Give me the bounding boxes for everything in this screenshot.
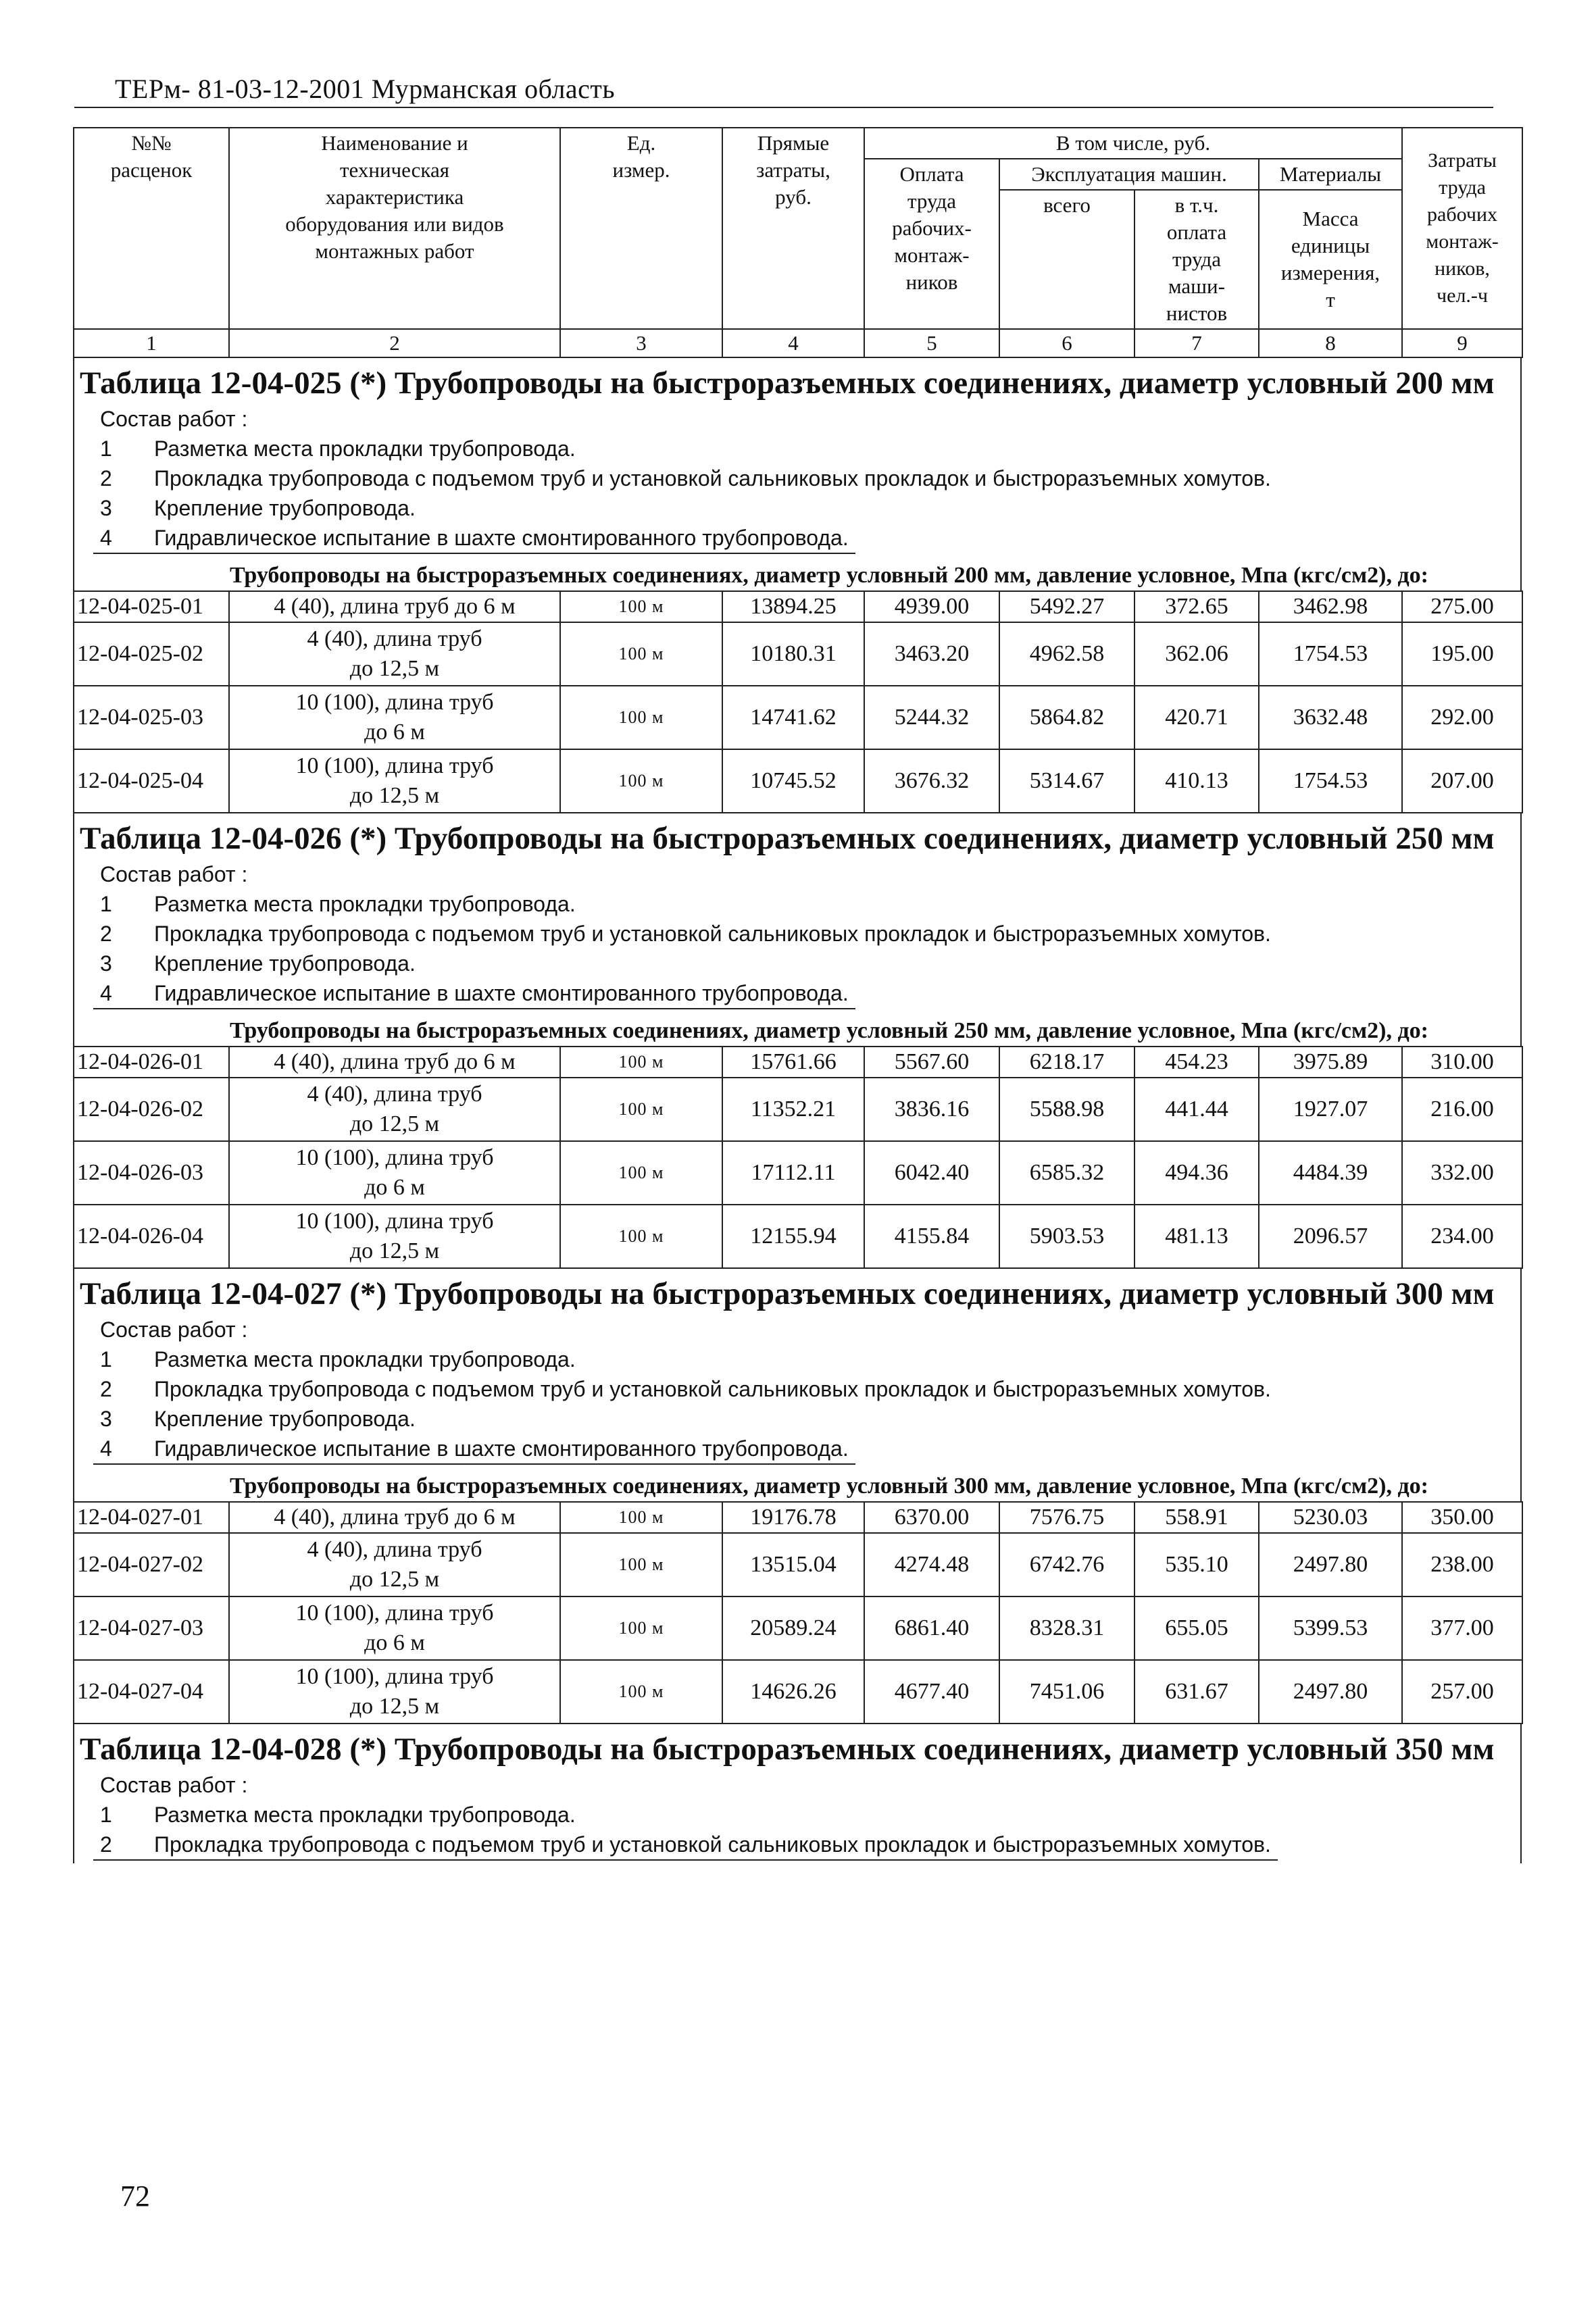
machines-total-cell: 7451.06	[999, 1660, 1134, 1724]
work-name-cell: 10 (100), длина труб до 6 м	[229, 686, 560, 749]
materials-cost-cell: 5399.53	[1259, 1596, 1402, 1660]
work-name-cell: 4 (40), длина труб до 6 м	[229, 591, 560, 622]
col-labor-header: Затраты труда рабочих монтаж- ников, чел.-ч	[1402, 128, 1522, 329]
work-text: Крепление трубопровода.	[154, 951, 416, 976]
works-label: Состав работ :	[100, 1773, 248, 1797]
work-number: 1	[100, 1347, 112, 1372]
price-table-section	[73, 358, 1522, 813]
col-machines-pay-header: в т.ч. оплата труда маши- нистов	[1134, 190, 1259, 329]
labor-hours-cell: 238.00	[1402, 1533, 1522, 1596]
work-number: 1	[100, 436, 112, 461]
direct-costs-cell: 15761.66	[722, 1047, 864, 1078]
work-item	[93, 523, 1520, 554]
col-machines-header: Эксплуатация машин.	[999, 159, 1259, 190]
col-code-header: №№ расценок	[74, 128, 229, 329]
document-header: ТЕРм- 81-03-12-2001 Мурманская область	[115, 74, 616, 104]
work-text: Разметка места прокладки трубопровода.	[154, 1347, 576, 1372]
machines-total-cell: 5864.82	[999, 686, 1134, 749]
unit-cell: 100 м	[560, 1533, 722, 1596]
table-row	[74, 686, 1522, 749]
machines-total-cell: 6218.17	[999, 1047, 1134, 1078]
machinists-pay-cell: 481.13	[1134, 1205, 1259, 1268]
work-item	[93, 1374, 1520, 1404]
rate-code-cell: 12-04-025-04	[74, 749, 229, 813]
machinists-pay-cell: 410.13	[1134, 749, 1259, 813]
machines-total-cell: 5314.67	[999, 749, 1134, 813]
direct-costs-cell: 12155.94	[722, 1205, 864, 1268]
works-label: Состав работ :	[100, 1317, 248, 1342]
materials-cost-cell: 2497.80	[1259, 1533, 1402, 1596]
work-number: 2	[100, 1832, 112, 1857]
direct-costs-cell: 11352.21	[722, 1078, 864, 1141]
work-text: Прокладка трубопровода с подъемом труб и установкой сальниковых прокладок и быстроразъемных хомутов.	[154, 466, 1271, 491]
unit-cell: 100 м	[560, 749, 722, 813]
table-title: Таблица 12-04-025 (*) Трубопроводы на быстроразъемных соединениях, диаметр условный 200 мм	[73, 358, 1522, 404]
work-number: 3	[100, 496, 112, 520]
direct-costs-cell: 10745.52	[722, 749, 864, 813]
table-title: Таблица 12-04-028 (*) Трубопроводы на быстроразъемных соединениях, диаметр условный 350 мм	[73, 1724, 1522, 1770]
labor-hours-cell: 216.00	[1402, 1078, 1522, 1141]
works-list	[73, 1770, 1522, 1863]
price-table-section	[73, 813, 1522, 1269]
machines-total-cell: 6585.32	[999, 1141, 1134, 1205]
work-item	[93, 1404, 1520, 1434]
table-row	[74, 1078, 1522, 1141]
table-row	[74, 1205, 1522, 1268]
machinists-pay-cell: 535.10	[1134, 1533, 1259, 1596]
work-text: Прокладка трубопровода с подъемом труб и установкой сальниковых прокладок и быстроразъемных хомутов.	[154, 1832, 1271, 1857]
table-subheading: Трубопроводы на быстроразъемных соединениях, диаметр условный 200 мм, давление условное, Мпа (кгс/см2), до:	[73, 557, 1522, 590]
labor-pay-cell: 6042.40	[864, 1141, 999, 1205]
work-item	[93, 1344, 1520, 1374]
work-name-cell: 4 (40), длина труб до 12,5 м	[229, 622, 560, 686]
unit-cell: 100 м	[560, 1141, 722, 1205]
work-text: Разметка места прокладки трубопровода.	[154, 892, 576, 916]
works-list	[73, 1315, 1522, 1467]
work-name-cell: 10 (100), длина труб до 6 м	[229, 1141, 560, 1205]
work-number: 1	[100, 892, 112, 916]
machinists-pay-cell: 454.23	[1134, 1047, 1259, 1078]
machinists-pay-cell: 362.06	[1134, 622, 1259, 686]
machinists-pay-cell: 372.65	[1134, 591, 1259, 622]
table-subheading: Трубопроводы на быстроразъемных соединениях, диаметр условный 300 мм, давление условное, Мпа (кгс/см2), до:	[73, 1467, 1522, 1501]
column-header-table	[73, 127, 1523, 358]
labor-hours-cell: 207.00	[1402, 749, 1522, 813]
table-row	[74, 591, 1522, 622]
page-number: 72	[120, 2180, 150, 2213]
labor-pay-cell: 3836.16	[864, 1078, 999, 1141]
machines-total-cell: 6742.76	[999, 1533, 1134, 1596]
work-number: 4	[100, 981, 112, 1005]
labor-pay-cell: 4939.00	[864, 591, 999, 622]
direct-costs-cell: 20589.24	[722, 1596, 864, 1660]
sections	[73, 358, 1522, 1863]
materials-cost-cell: 3632.48	[1259, 686, 1402, 749]
table-row	[74, 1596, 1522, 1660]
labor-hours-cell: 275.00	[1402, 591, 1522, 622]
machines-total-cell: 4962.58	[999, 622, 1134, 686]
col-number: 1	[74, 329, 229, 357]
col-number: 5	[864, 329, 999, 357]
col-number: 8	[1259, 329, 1402, 357]
unit-cell: 100 м	[560, 622, 722, 686]
price-table-section	[73, 1269, 1522, 1724]
header-rule	[74, 107, 1493, 108]
table-title: Таблица 12-04-026 (*) Трубопроводы на быстроразъемных соединениях, диаметр условный 250 мм	[73, 813, 1522, 859]
direct-costs-cell: 10180.31	[722, 622, 864, 686]
work-text: Разметка места прокладки трубопровода.	[154, 1803, 576, 1827]
work-text: Гидравлическое испытание в шахте смонтированного трубопровода.	[154, 981, 849, 1005]
work-text: Гидравлическое испытание в шахте смонтированного трубопровода.	[154, 526, 849, 550]
machinists-pay-cell: 494.36	[1134, 1141, 1259, 1205]
work-item	[93, 978, 1520, 1009]
table-row	[74, 1502, 1522, 1533]
work-name-cell: 4 (40), длина труб до 12,5 м	[229, 1078, 560, 1141]
col-mass-header: Масса единицы измерения, т	[1259, 190, 1402, 329]
col-materials-header: Материалы	[1259, 159, 1402, 190]
unit-cell: 100 м	[560, 686, 722, 749]
machines-total-cell: 8328.31	[999, 1596, 1134, 1660]
work-item	[93, 434, 1520, 463]
col-number: 4	[722, 329, 864, 357]
materials-cost-cell: 1927.07	[1259, 1078, 1402, 1141]
labor-pay-cell: 4677.40	[864, 1660, 999, 1724]
table-subheading: Трубопроводы на быстроразъемных соединениях, диаметр условный 250 мм, давление условное, Мпа (кгс/см2), до:	[73, 1012, 1522, 1046]
col-number: 7	[1134, 329, 1259, 357]
labor-hours-cell: 332.00	[1402, 1141, 1522, 1205]
materials-cost-cell: 4484.39	[1259, 1141, 1402, 1205]
col-number: 6	[999, 329, 1134, 357]
table-row	[74, 1047, 1522, 1078]
materials-cost-cell: 3975.89	[1259, 1047, 1402, 1078]
work-number: 3	[100, 951, 112, 976]
materials-cost-cell: 3462.98	[1259, 591, 1402, 622]
direct-costs-cell: 13515.04	[722, 1533, 864, 1596]
work-number: 2	[100, 1377, 112, 1401]
labor-pay-cell: 5567.60	[864, 1047, 999, 1078]
work-item	[93, 493, 1520, 523]
machinists-pay-cell: 441.44	[1134, 1078, 1259, 1141]
work-number: 2	[100, 922, 112, 946]
direct-costs-cell: 17112.11	[722, 1141, 864, 1205]
works-label: Состав работ :	[100, 862, 248, 886]
work-item	[93, 1830, 1520, 1861]
work-text: Прокладка трубопровода с подъемом труб и установкой сальниковых прокладок и быстроразъемных хомутов.	[154, 1377, 1271, 1401]
machines-total-cell: 5588.98	[999, 1078, 1134, 1141]
work-name-cell: 4 (40), длина труб до 12,5 м	[229, 1533, 560, 1596]
price-rows-table	[73, 590, 1523, 813]
labor-pay-cell: 6861.40	[864, 1596, 999, 1660]
col-machines-total-header: всего	[999, 190, 1134, 329]
machines-total-cell: 5492.27	[999, 591, 1134, 622]
direct-costs-cell: 19176.78	[722, 1502, 864, 1533]
work-number: 2	[100, 466, 112, 491]
direct-costs-cell: 14741.62	[722, 686, 864, 749]
labor-pay-cell: 4155.84	[864, 1205, 999, 1268]
table-row	[74, 1660, 1522, 1724]
unit-cell: 100 м	[560, 591, 722, 622]
unit-cell: 100 м	[560, 1502, 722, 1533]
machinists-pay-cell: 558.91	[1134, 1502, 1259, 1533]
col-number: 2	[229, 329, 560, 357]
work-name-cell: 10 (100), длина труб до 6 м	[229, 1596, 560, 1660]
labor-pay-cell: 6370.00	[864, 1502, 999, 1533]
labor-hours-cell: 234.00	[1402, 1205, 1522, 1268]
content	[73, 127, 1522, 1863]
col-name-header: Наименование и техническая характеристика оборудования или видов монтажных работ	[229, 128, 560, 329]
rate-code-cell: 12-04-025-02	[74, 622, 229, 686]
labor-hours-cell: 292.00	[1402, 686, 1522, 749]
materials-cost-cell: 2096.57	[1259, 1205, 1402, 1268]
works-label: Состав работ :	[100, 407, 248, 431]
unit-cell: 100 м	[560, 1205, 722, 1268]
work-item	[93, 919, 1520, 949]
materials-cost-cell: 1754.53	[1259, 749, 1402, 813]
materials-cost-cell: 2497.80	[1259, 1660, 1402, 1724]
machinists-pay-cell: 631.67	[1134, 1660, 1259, 1724]
table-row	[74, 749, 1522, 813]
materials-cost-cell: 1754.53	[1259, 622, 1402, 686]
work-name-cell: 10 (100), длина труб до 12,5 м	[229, 749, 560, 813]
col-number: 9	[1402, 329, 1522, 357]
unit-cell: 100 м	[560, 1047, 722, 1078]
works-list	[73, 404, 1522, 557]
rate-code-cell: 12-04-027-02	[74, 1533, 229, 1596]
machines-total-cell: 7576.75	[999, 1502, 1134, 1533]
works-list	[73, 859, 1522, 1012]
machinists-pay-cell: 420.71	[1134, 686, 1259, 749]
work-number: 4	[100, 526, 112, 550]
rate-code-cell: 12-04-027-03	[74, 1596, 229, 1660]
col-labor-pay-header: Оплата труда рабочих- монтаж- ников	[864, 159, 999, 329]
work-item	[93, 463, 1520, 493]
work-text: Прокладка трубопровода с подъемом труб и установкой сальниковых прокладок и быстроразъемных хомутов.	[154, 922, 1271, 946]
rate-code-cell: 12-04-026-03	[74, 1141, 229, 1205]
labor-hours-cell: 377.00	[1402, 1596, 1522, 1660]
labor-pay-cell: 5244.32	[864, 686, 999, 749]
col-number: 3	[560, 329, 722, 357]
work-name-cell: 4 (40), длина труб до 6 м	[229, 1502, 560, 1533]
rate-code-cell: 12-04-025-03	[74, 686, 229, 749]
labor-hours-cell: 257.00	[1402, 1660, 1522, 1724]
work-item	[93, 1800, 1520, 1830]
work-name-cell: 10 (100), длина труб до 12,5 м	[229, 1660, 560, 1724]
labor-pay-cell: 3463.20	[864, 622, 999, 686]
unit-cell: 100 м	[560, 1078, 722, 1141]
work-number: 4	[100, 1436, 112, 1461]
price-rows-table	[73, 1501, 1523, 1724]
table-title: Таблица 12-04-027 (*) Трубопроводы на быстроразъемных соединениях, диаметр условный 300 мм	[73, 1269, 1522, 1315]
table-row	[74, 622, 1522, 686]
rate-code-cell: 12-04-026-02	[74, 1078, 229, 1141]
work-text: Разметка места прокладки трубопровода.	[154, 436, 576, 461]
unit-cell: 100 м	[560, 1660, 722, 1724]
machines-total-cell: 5903.53	[999, 1205, 1134, 1268]
labor-hours-cell: 310.00	[1402, 1047, 1522, 1078]
rate-code-cell: 12-04-026-04	[74, 1205, 229, 1268]
col-group-header: В том числе, руб.	[864, 128, 1402, 159]
price-rows-table	[73, 1046, 1523, 1269]
labor-pay-cell: 3676.32	[864, 749, 999, 813]
work-number: 3	[100, 1407, 112, 1431]
work-name-cell: 4 (40), длина труб до 6 м	[229, 1047, 560, 1078]
machinists-pay-cell: 655.05	[1134, 1596, 1259, 1660]
materials-cost-cell: 5230.03	[1259, 1502, 1402, 1533]
rate-code-cell: 12-04-027-04	[74, 1660, 229, 1724]
work-number: 1	[100, 1803, 112, 1827]
rate-code-cell: 12-04-025-01	[74, 591, 229, 622]
unit-cell: 100 м	[560, 1596, 722, 1660]
table-row	[74, 1533, 1522, 1596]
column-numbers-row	[74, 329, 1522, 357]
col-direct-header: Прямые затраты, руб.	[722, 128, 864, 329]
work-text: Крепление трубопровода.	[154, 496, 416, 520]
col-unit-header: Ед. измер.	[560, 128, 722, 329]
labor-pay-cell: 4274.48	[864, 1533, 999, 1596]
direct-costs-cell: 14626.26	[722, 1660, 864, 1724]
work-item	[93, 889, 1520, 919]
rate-code-cell: 12-04-027-01	[74, 1502, 229, 1533]
work-text: Крепление трубопровода.	[154, 1407, 416, 1431]
table-row	[74, 1141, 1522, 1205]
price-table-section	[73, 1724, 1522, 1863]
labor-hours-cell: 350.00	[1402, 1502, 1522, 1533]
labor-hours-cell: 195.00	[1402, 622, 1522, 686]
work-name-cell: 10 (100), длина труб до 12,5 м	[229, 1205, 560, 1268]
work-item	[93, 949, 1520, 978]
rate-code-cell: 12-04-026-01	[74, 1047, 229, 1078]
work-item	[93, 1434, 1520, 1465]
direct-costs-cell: 13894.25	[722, 591, 864, 622]
work-text: Гидравлическое испытание в шахте смонтированного трубопровода.	[154, 1436, 849, 1461]
